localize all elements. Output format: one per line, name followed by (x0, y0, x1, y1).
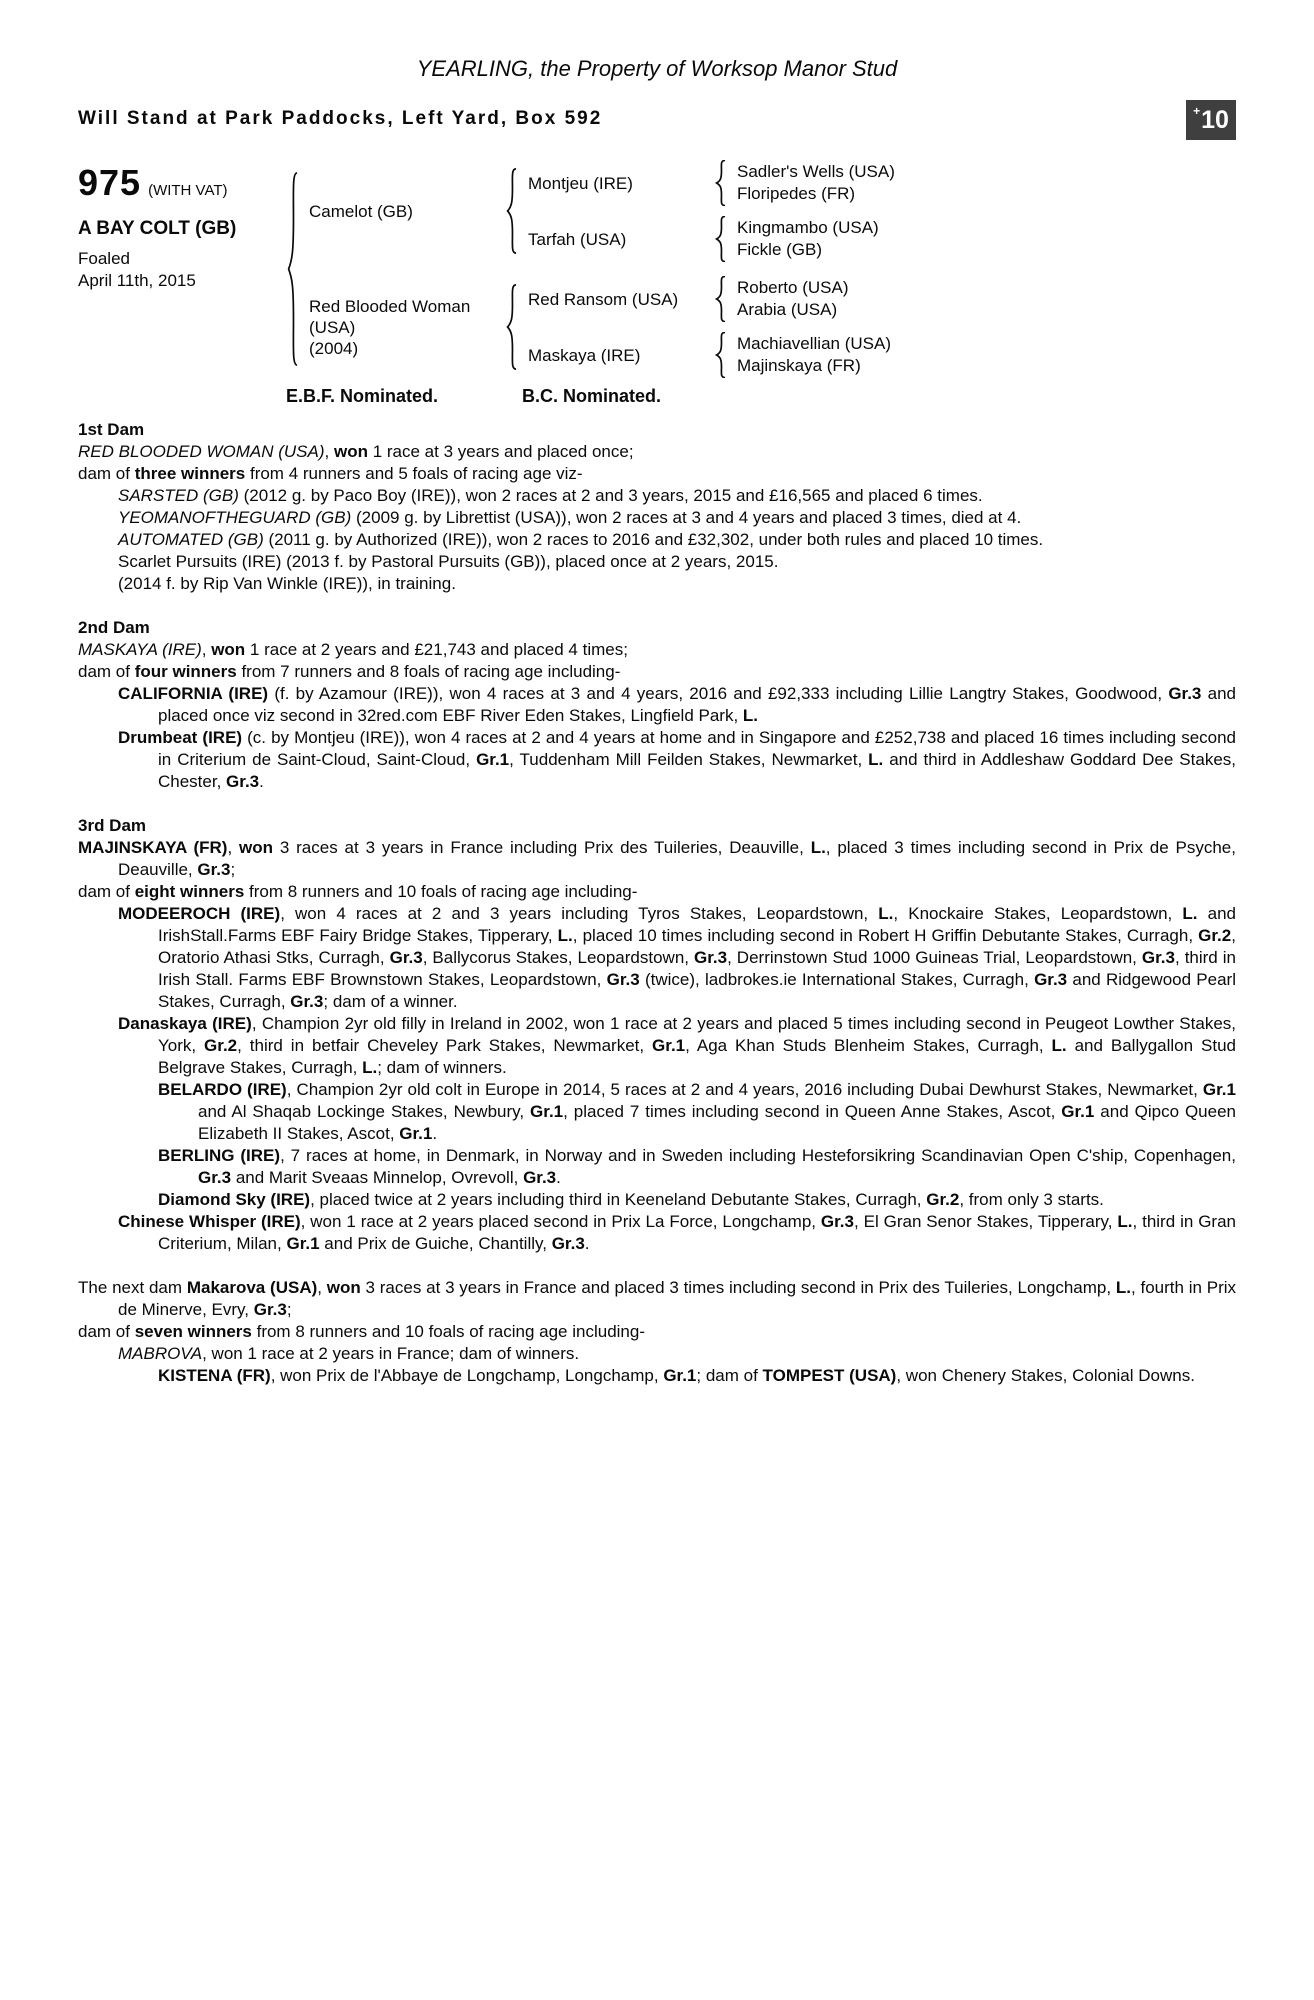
text-segment: L. (1182, 904, 1198, 923)
text-segment: L. (868, 750, 884, 769)
text-segment: Gr.2 (204, 1036, 238, 1055)
dam-sire-name: Red Ransom (USA) (528, 289, 679, 309)
text-segment: seven winners (134, 1322, 252, 1341)
dam-name-line1: Red Blooded Woman (309, 296, 471, 316)
text-segment: 1 race at 2 years and £21,743 and placed 4 times; (245, 640, 628, 659)
text-segment: Gr.1 (286, 1234, 320, 1253)
sire-dam-dam-name: Fickle (GB) (737, 240, 822, 259)
text-segment: (c. by Montjeu (IRE)), won 4 races at 2 and 4 years at home and in Singapore and £252,738 and placed 16 times including second in Criterium de Saint-Cloud, Saint-Cloud, (158, 728, 1237, 769)
text-segment: , placed 7 times including second in Queen Anne Stakes, Ascot, (563, 1102, 1062, 1121)
curly-brace-icon (714, 332, 727, 378)
text-segment: won (239, 838, 274, 857)
text-segment: , (317, 1278, 327, 1297)
pedigree-section (78, 815, 1236, 1255)
text-segment: (2011 g. by Authorized (IRE)), won 2 races to 2016 and £32,302, under both rules and placed 10 times. (263, 530, 1044, 549)
text-segment: Diamond Sky (IRE) (158, 1190, 311, 1209)
dam-sire-branch (528, 276, 1236, 322)
text-segment: , Knockaire Stakes, Leopardstown, (893, 904, 1183, 923)
horse-description: A BAY COLT (GB) (78, 218, 237, 239)
text-segment: from 4 runners and 5 foals of racing age viz- (245, 464, 583, 483)
text-segment: Gr.3 (197, 860, 231, 879)
text-segment: Gr.1 (399, 1124, 433, 1143)
catalogue-paragraph (78, 463, 1236, 485)
catalogue-paragraph (78, 1189, 1236, 1211)
lot-number: 975 (78, 162, 142, 203)
catalogue-paragraph (78, 507, 1236, 529)
section-heading: 2nd Dam (78, 618, 150, 637)
text-segment: MAJINSKAYA (FR) (78, 838, 228, 857)
text-segment: Gr.1 (652, 1036, 686, 1055)
pedigree-section (78, 1277, 1236, 1387)
text-segment: eight winners (134, 882, 245, 901)
section-heading: 1st Dam (78, 420, 145, 439)
catalogue-paragraph (78, 1211, 1236, 1255)
text-segment: (2014 f. by Rip Van Winkle (IRE)), in training. (118, 574, 456, 593)
text-segment: Drumbeat (IRE) (118, 728, 243, 747)
catalogue-paragraph (78, 1321, 1236, 1343)
text-segment: . (432, 1124, 438, 1143)
text-segment: Danaskaya (IRE) (118, 1014, 252, 1033)
book-10-badge (1186, 100, 1236, 140)
text-segment: , Tuddenham Mill Feilden Stakes, Newmarket, (509, 750, 869, 769)
dam-dam-branch (528, 332, 1236, 378)
lot-number-row (78, 162, 286, 204)
text-segment: , placed twice at 2 years including third in Keeneland Debutante Stakes, Curragh, (310, 1190, 927, 1209)
curly-brace-icon (714, 160, 727, 206)
foaled-label: Foaled (78, 249, 130, 268)
catalogue-paragraph (78, 837, 1236, 881)
text-segment: Gr.3 (198, 1168, 232, 1187)
stand-row (78, 104, 1236, 140)
text-segment: and Marit Sveaas Minnelop, Ovrevoll, (231, 1168, 524, 1187)
text-segment: , Aga Khan Studs Blenheim Stakes, Curragh, (685, 1036, 1052, 1055)
text-segment: Gr.3 (290, 992, 324, 1011)
text-segment: (f. by Azamour (IRE)), won 4 races at 3 and 4 years, 2016 and £92,333 including Lillie Langtry Stakes, Goodwood, (268, 684, 1169, 703)
sire-name: Camelot (GB) (309, 201, 413, 221)
text-segment: Gr.2 (926, 1190, 960, 1209)
catalogue-paragraph (78, 529, 1236, 551)
text-segment: , third in Gran Criterium, Milan, (158, 1212, 1236, 1253)
text-segment: , Derrinstown Stud 1000 Guineas Trial, Leopardstown, (727, 948, 1142, 967)
text-segment: from 7 runners and 8 foals of racing age including- (236, 662, 621, 681)
dam-dam-dam-name: Majinskaya (FR) (737, 356, 861, 375)
curly-brace-icon (714, 276, 727, 322)
text-segment: from 8 runners and 10 foals of racing age including- (251, 1322, 645, 1341)
catalogue-paragraph (78, 1277, 1236, 1321)
catalogue-paragraph (78, 485, 1236, 507)
pedigree-section (78, 419, 1236, 595)
curly-brace-icon (714, 216, 727, 262)
badge-plus-mark: + (1193, 104, 1201, 118)
text-segment: and Prix de Guiche, Chantilly, (319, 1234, 552, 1253)
sire-sire-dam-name: Floripedes (FR) (737, 184, 856, 203)
text-segment: L. (1051, 1036, 1067, 1055)
nominations-row (78, 386, 1236, 407)
catalogue-paragraph (78, 881, 1236, 903)
text-segment: and Al Shaqab Lockinge Stakes, Newbury, (198, 1102, 531, 1121)
dam-name-line2: (USA) (309, 317, 356, 337)
text-segment: BERLING (IRE) (158, 1146, 281, 1165)
text-segment: L. (1115, 1278, 1131, 1297)
text-segment: , placed 10 times including second in Robert H Griffin Debutante Stakes, Curragh, (572, 926, 1199, 945)
sire-sire-branch (528, 160, 1236, 206)
catalogue-paragraph (78, 441, 1236, 463)
text-segment: . (556, 1168, 561, 1187)
text-segment: ; dam of a winner. (323, 992, 458, 1011)
text-segment: TOMPEST (USA) (762, 1366, 897, 1385)
text-segment: Scarlet Pursuits (IRE) (2013 f. by Pastoral Pursuits (GB)), placed once at 2 years, 2015. (118, 552, 779, 571)
text-segment: BELARDO (IRE) (158, 1080, 287, 1099)
stand-location-line: Will Stand at Park Paddocks, Left Yard, Box 592 (78, 108, 603, 129)
text-segment: 1 race at 3 years and placed once; (367, 442, 634, 461)
catalogue-paragraph (78, 639, 1236, 661)
text-segment: (twice), ladbrokes.ie International Stakes, Curragh, (639, 970, 1035, 989)
text-segment: L. (810, 838, 826, 857)
text-segment: RED BLOODED WOMAN (USA) (78, 442, 325, 461)
badge-number: 10 (1201, 105, 1229, 134)
text-segment: Gr.3 (226, 772, 260, 791)
text-segment: , Ballycorus Stakes, Leopardstown, (422, 948, 694, 967)
text-segment: CALIFORNIA (IRE) (118, 684, 269, 703)
text-segment: , El Gran Senor Stakes, Tipperary, (853, 1212, 1118, 1231)
text-segment: , 7 races at home, in Denmark, in Norway and in Sweden including Hesteforsikring Scandinavian Open C'ship, Copenhagen, (280, 1146, 1236, 1165)
text-segment: SARSTED (GB) (118, 486, 239, 505)
text-segment: , Champion 2yr old filly in Ireland in 2002, won 1 race at 2 years and placed 5 times including second in Peugeot Lowther Stakes, York, (158, 1014, 1237, 1055)
foaled-date: April 11th, 2015 (78, 271, 196, 290)
text-segment: MASKAYA (IRE) (78, 640, 202, 659)
text-segment: , won 1 race at 2 years in France; dam of winners. (202, 1344, 580, 1363)
catalogue-paragraph (78, 1343, 1236, 1365)
text-segment: (2012 g. by Paco Boy (IRE)), won 2 races at 2 and 3 years, 2015 and £16,565 and placed 6 times. (238, 486, 983, 505)
text-segment: Gr.3 (1034, 970, 1068, 989)
text-segment: MABROVA (118, 1344, 203, 1363)
text-segment: and Ridgewood Pearl Stakes, Curragh, (158, 970, 1236, 1011)
dam-branch (309, 276, 1236, 378)
text-segment: Gr.2 (1198, 926, 1232, 945)
catalogue-paragraph (78, 661, 1236, 683)
sire-dam-branch (528, 216, 1236, 262)
text-segment: , (324, 442, 334, 461)
text-segment: Chinese Whisper (IRE) (118, 1212, 301, 1231)
catalogue-paragraph (78, 1079, 1236, 1145)
text-segment: Gr.3 (820, 1212, 854, 1231)
vat-note: (WITH VAT) (148, 182, 228, 199)
catalogue-paragraph (78, 1365, 1236, 1387)
text-segment: , won Prix de l'Abbaye de Longchamp, Longchamp, (270, 1366, 664, 1385)
dam-name-line3: (2004) (309, 338, 359, 358)
sire-sire-sire-name: Sadler's Wells (USA) (737, 162, 895, 181)
text-segment: Gr.3 (694, 948, 728, 967)
bc-nominated-label: B.C. Nominated. (522, 386, 662, 406)
text-segment: , third in Irish Stall. Farms EBF Brownstown Stakes, Leopardstown, (158, 948, 1236, 989)
text-segment: Gr.3 (523, 1168, 557, 1187)
sire-dam-sire-name: Kingmambo (USA) (737, 218, 879, 237)
catalogue-paragraph (78, 1145, 1236, 1189)
catalogue-text (78, 419, 1236, 1387)
curly-brace-icon (505, 284, 518, 370)
text-segment: , (227, 838, 240, 857)
text-segment: and third in Addleshaw Goddard Dee Stakes, Chester, (158, 750, 1236, 791)
text-segment: , placed 3 times including second in Prix de Psyche, Deauville, (118, 838, 1236, 879)
text-segment: Gr.3 (1168, 684, 1202, 703)
text-segment: (2009 g. by Librettist (USA)), won 2 races at 3 and 4 years and placed 3 times, died at 4. (351, 508, 1022, 527)
text-segment: , won Chenery Stakes, Colonial Downs. (896, 1366, 1195, 1385)
text-segment: Gr.3 (253, 1300, 287, 1319)
text-segment: three winners (134, 464, 246, 483)
text-segment: Gr.1 (1061, 1102, 1095, 1121)
text-segment: and placed once viz second in 32red.com EBF River Eden Stakes, Lingfield Park, (158, 684, 1237, 725)
text-segment: L. (1117, 1212, 1133, 1231)
dam-sire-dam-name: Arabia (USA) (737, 300, 838, 319)
text-segment: and IrishStall.Farms EBF Fairy Bridge Stakes, Tipperary, (158, 904, 1236, 945)
catalogue-paragraph (78, 727, 1236, 793)
text-segment: , from only 3 starts. (959, 1190, 1104, 1209)
text-segment: L. (362, 1058, 378, 1077)
curly-brace-icon (286, 171, 299, 367)
text-segment: , won 1 race at 2 years placed second in Prix La Force, Longchamp, (300, 1212, 821, 1231)
text-segment: Gr.3 (551, 1234, 585, 1253)
text-segment: 3 races at 3 years in France and placed 3 times including second in Prix des Tuileries, Longchamp, (360, 1278, 1116, 1297)
text-segment: Gr.1 (530, 1102, 564, 1121)
pedigree-area (78, 160, 1236, 378)
sire-branch (309, 160, 1236, 262)
text-segment: AUTOMATED (GB) (118, 530, 264, 549)
dam-name (309, 296, 505, 359)
text-segment: Gr.1 (1202, 1080, 1236, 1099)
catalogue-paragraph (78, 573, 1236, 595)
text-segment: dam of (78, 882, 135, 901)
catalogue-paragraph (78, 683, 1236, 727)
text-segment: ; (230, 860, 236, 879)
text-segment: ; dam of winners. (377, 1058, 507, 1077)
text-segment: L. (557, 926, 573, 945)
text-segment: Gr.3 (606, 970, 640, 989)
text-segment: , fourth in Prix de Minerve, Evry, (118, 1278, 1237, 1319)
text-segment: 3 races at 3 years in France including Prix des Tuileries, Deauville, (273, 838, 811, 857)
curly-brace-icon (505, 168, 518, 254)
pedigree-tree (309, 160, 1236, 378)
pedigree-section (78, 617, 1236, 793)
text-segment: Gr.1 (476, 750, 510, 769)
text-segment: , won 4 races at 2 and 3 years including Tyros Stakes, Leopardstown, (280, 904, 879, 923)
text-segment: , third in betfair Cheveley Park Stakes, Newmarket, (237, 1036, 653, 1055)
text-segment: Gr.3 (389, 948, 423, 967)
text-segment: . (259, 772, 264, 791)
text-segment: dam of (78, 1322, 135, 1341)
text-segment: , Champion 2yr old colt in Europe in 2014, 5 races at 2 and 4 years, 2016 including Dubai Dewhurst Stakes, Newmarket, (286, 1080, 1203, 1099)
catalogue-paragraph (78, 551, 1236, 573)
text-segment: ; (286, 1300, 292, 1319)
section-heading: 3rd Dam (78, 816, 147, 835)
text-segment: L. (742, 706, 759, 725)
text-segment: Makarova (USA) (186, 1278, 318, 1297)
text-segment: ; dam of (696, 1366, 763, 1385)
text-segment: . (584, 1234, 590, 1253)
text-segment: from 8 runners and 10 foals of racing age including- (244, 882, 638, 901)
text-segment: , (201, 640, 212, 659)
lot-info (78, 160, 286, 292)
text-segment: and Ballygallon Stud Belgrave Stakes, Curragh, (158, 1036, 1236, 1077)
sire-sire-name: Montjeu (IRE) (528, 173, 633, 193)
text-segment: dam of (78, 662, 135, 681)
catalogue-paragraph (78, 903, 1236, 1013)
text-segment: Gr.3 (1141, 948, 1175, 967)
text-segment: and Qipco Queen Elizabeth II Stakes, Ascot, (198, 1102, 1236, 1143)
text-segment: won (211, 640, 246, 659)
ebf-nominated-label: E.B.F. Nominated. (286, 386, 439, 406)
dam-dam-sire-name: Machiavellian (USA) (737, 334, 891, 353)
text-segment: The next dam (78, 1278, 187, 1297)
sire-dam-name: Tarfah (USA) (528, 229, 627, 249)
text-segment: Gr.1 (663, 1366, 697, 1385)
page-title: YEARLING, the Property of Worksop Manor Stud (416, 56, 898, 81)
text-segment: won (333, 442, 368, 461)
text-segment: L. (878, 904, 894, 923)
dam-dam-name: Maskaya (IRE) (528, 345, 641, 365)
text-segment: dam of (78, 464, 135, 483)
text-segment: KISTENA (FR) (158, 1366, 271, 1385)
text-segment: , Oratorio Athasi Stks, Curragh, (158, 926, 1236, 967)
text-segment: MODEEROCH (IRE) (118, 904, 281, 923)
text-segment: YEOMANOFTHEGUARD (GB) (118, 508, 352, 527)
text-segment: won (326, 1278, 361, 1297)
dam-sire-sire-name: Roberto (USA) (737, 278, 849, 297)
text-segment: four winners (134, 662, 237, 681)
catalogue-paragraph (78, 1013, 1236, 1079)
